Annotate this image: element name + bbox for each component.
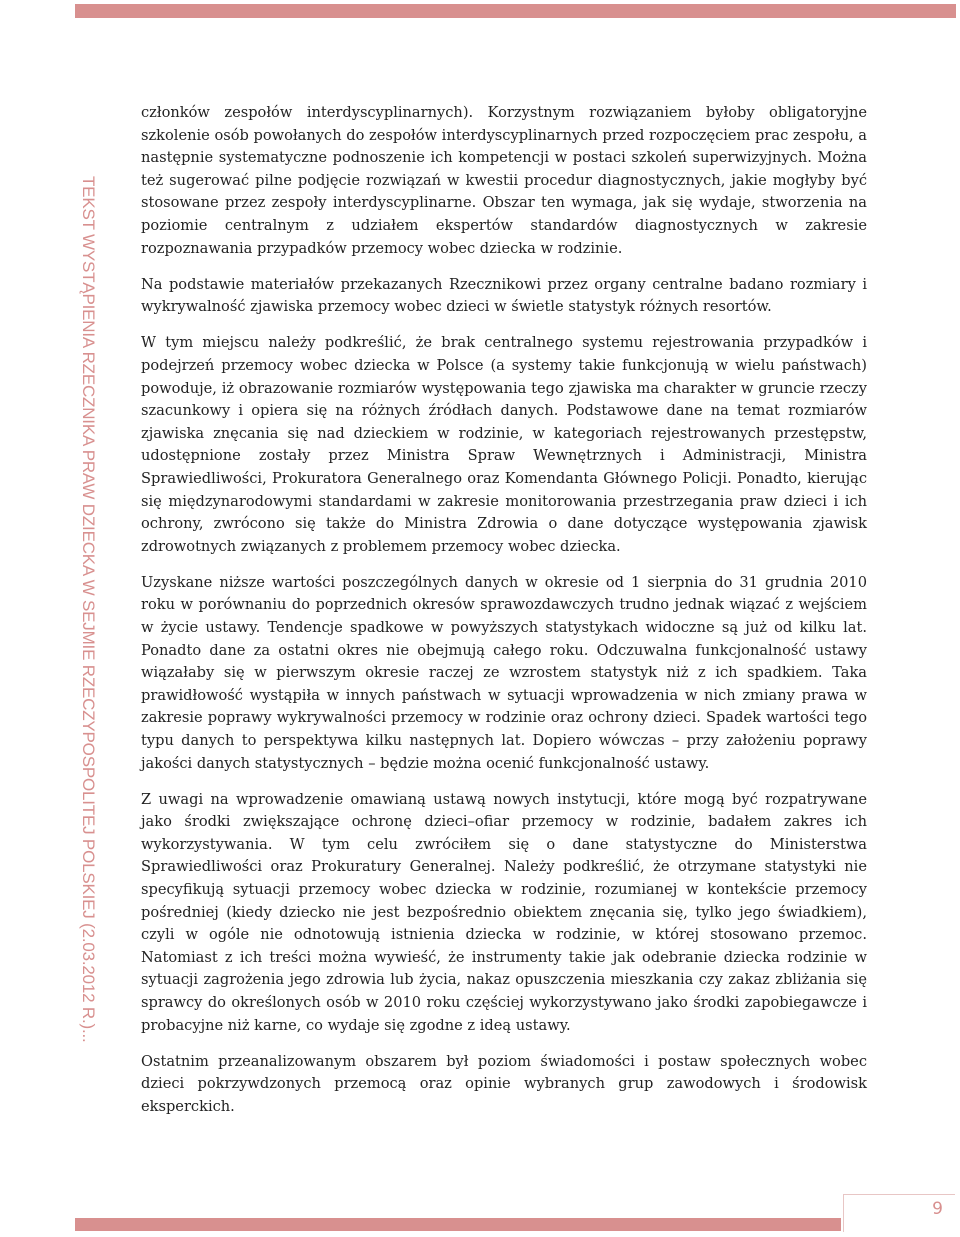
top-decorative-bar [75,4,956,18]
paragraph: Z uwagi na wprowadzenie omawianą ustawą nowych instytucji, które mogą być rozpatrywane jako środki zwiększające ochronę dzieci–ofiar przemocy w rodzinie, badałem zakres ich wykorzystywania. W tym celu zwróciłem się o dane statystyczne do Ministerstwa Sprawiedliwości oraz Prokuratury Generalnej. Należy podkreślić, że otrzymane statystyki nie specyfikują sytuacji przemocy wobec dziecka w rodzinie, rozumianej w kontekście przemocy pośredniej (kiedy dziecko nie jest bezpośrednio obiektem znęcania się, tylko jego świadkiem), czyli w ogóle nie odnotowują istnienia dziecka w rodzinie, w której stosowano przemoc. Natomiast z ich treści można wywieść, że instrumenty takie jak odebranie dziecka rodzinie w sytuacji zagrożenia jego zdrowia lub życia, nakaz opuszczenia mieszkania czy zakaz zbliżania się sprawcy do określonych osób w 2010 roku częściej wykorzystywano jako środki zapobiegawcze i probacyjne niż karne, co wydaje się zgodne z ideą ustawy. [141,790,867,1034]
paragraph: Uzyskane niższe wartości poszczególnych danych w okresie od 1 sierpnia do 31 grudnia 2010 roku w porównaniu do poprzednich okresów sprawozdawczych trudno jednak wiązać z wejściem w życie ustawy. Tendencje spadkowe w powyższych statystykach widoczne są już od kilku lat. Ponadto dane za ostatni okres nie obejmują całego roku. Odczuwalna funkcjonalność ustawy wiązałaby się w pierwszym okresie raczej ze wzrostem statystyk niż z ich spadkiem. Taka prawidłowość wystąpiła w innych państwach w sytuacji wprowadzenia w nich zmiany prawa w zakresie poprawy wykrywalności przemocy w rodzinie oraz ochrony dzieci. Spadek wartości tego typu danych to perspektywa kilku następnych lat. Dopiero wówczas – przy założeniu poprawy jakości danych statystycznych – będzie można ocenić funkcjonalność ustawy. [141,573,867,772]
paragraph: Na podstawie materiałów przekazanych Rzecznikowi przez organy centralne badano rozmiary i wykrywalność zjawiska przemocy wobec dzieci w świetle statystyk różnych resortów. [141,275,867,316]
main-text [141,102,867,1132]
paragraph: W tym miejscu należy podkreślić, że brak centralnego systemu rejestrowania przypadków i podejrzeń przemocy wobec dziecka w Polsce (a systemy takie funkcjonują w wielu państwach) powoduje, iż obrazowanie rozmiarów występowania tego zjawiska ma charakter w gruncie rzeczy szacunkowy i opiera się na różnych źródłach danych. Podstawowe dane na temat rozmiarów zjawiska znęcania się nad dzieckiem w rodzinie, w kategoriach rejestrowanych przestępstw, udostępnione zostały przez Ministra Spraw Wewnętrznych i Administracji, Ministra Sprawiedliwości, Prokuratora Generalnego oraz Komendanta Głównego Policji. Ponadto, kierując się międzynarodowymi standardami w zakresie monitorowania przestrzegania praw dzieci i ich ochrony, zwrócono się także do Ministra Zdrowia o dane dotyczące występowania zjawisk zdrowotnych związanych z problemem przemocy wobec dziecka. [141,334,867,555]
paragraph: Ostatnim przeanalizowanym obszarem był poziom świadomości i postaw społecznych wobec dzieci pokrzywdzonych przemocą oraz opinie wybranych grup zawodowych i środowisk eksperckich. [141,1052,867,1115]
bottom-decorative-bar [75,1218,841,1231]
page-number: 9 [932,1199,943,1219]
page-number-box [843,1194,955,1232]
paragraph: członków zespołów interdyscyplinarnych). Korzystnym rozwiązaniem byłoby obligatoryjne szkolenie osób powołanych do zespołów interdyscyplinarnych przed rozpoczęciem prac zespołu, a następnie systematyczne podnoszenie ich kompetencji w postaci szkoleń superwizyjnych. Można też sugerować pilne podjęcie rozwiązań w kwestii procedur diagnostycznych, jakie mogłyby być stosowane przez zespoły interdyscyplinarne. Obszar ten wymaga, jak się wydaje, stworzenia na poziomie centralnym z udziałem ekspertów standardów diagnostycznych w zakresie rozpoznawania przypadków przemocy wobec dziecka w rodzinie. [141,104,867,257]
running-header-vertical: TEKST WYSTĄPIENIA RZECZNIKA PRAW DZIECKA W SEJMIE RZECZYPOSPOLITEJ POLSKIEJ (2.03.2012 R.)... [79,176,98,1043]
